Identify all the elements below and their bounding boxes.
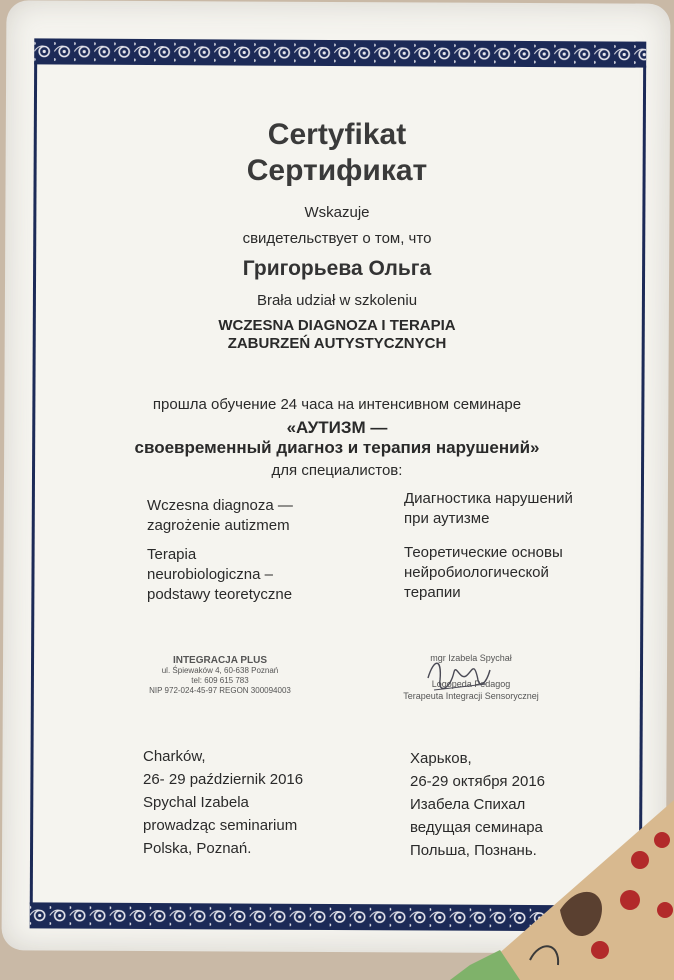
- stamp-phone: tel: 609 615 783: [191, 676, 249, 685]
- topic-line: podstawy teoretyczne: [147, 586, 293, 603]
- topic-line: Terapia: [147, 546, 197, 563]
- topic-line: нейробиологической: [404, 564, 549, 581]
- course-title-line1: WCZESNA DIAGNOZA I TERAPIA: [218, 317, 456, 334]
- text-brala: Brała udział w szkoleniu: [256, 292, 418, 309]
- stamp-address: ul. Śpiewaków 4, 60-638 Poznań: [161, 666, 279, 675]
- bottom-left-line: Spychal Izabela: [143, 794, 249, 811]
- signature-line2: Logopeda Pedagog: [431, 679, 511, 689]
- bottom-right-line: 26-29 октября 2016: [410, 773, 546, 790]
- topic-right-2: [404, 543, 563, 603]
- signature-line1: mgr Izabela Spychał: [430, 653, 512, 663]
- gift-box-corner: [440, 760, 674, 980]
- bottom-right-line: Польша, Познань.: [410, 842, 537, 859]
- signature-line3: Terapeuta Integracji Sensorycznej: [403, 691, 539, 701]
- bottom-left-line: Charków,: [143, 748, 206, 765]
- bottom-right-line: Харьков,: [410, 750, 472, 767]
- decorative-border-top: [34, 38, 646, 67]
- topic-left-2: [147, 545, 292, 605]
- stamp-ids: NIP 972-024-45-97 REGON 300094003: [149, 686, 291, 695]
- bottom-right-line: Изабела Спихал: [410, 796, 526, 813]
- topic-right-1: [404, 489, 573, 529]
- bottom-left-line: prowadząc seminarium: [143, 817, 298, 834]
- border-left: [30, 62, 37, 904]
- stamp-name: INTEGRACJA PLUS: [172, 655, 268, 666]
- topic-left-1: [147, 496, 293, 536]
- topic-line: при аутизме: [404, 510, 490, 527]
- bottom-left-line: 26- 29 październik 2016: [143, 771, 304, 788]
- topic-line: zagrożenie autizmem: [147, 517, 290, 534]
- seminar-title-line2: своевременный диагноз и терапия нарушений»: [134, 438, 540, 457]
- ornament-pattern-top: [34, 38, 646, 67]
- course-title-line2: ZABURZEŃ AUTYSTYCZNYCH: [227, 335, 447, 352]
- bottom-left-block: [143, 746, 303, 861]
- topic-line: neurobiologiczna –: [147, 566, 273, 583]
- topic-line: терапии: [404, 584, 461, 601]
- organization-stamp: [140, 656, 300, 696]
- topic-line: Диагностика нарушений: [404, 490, 573, 507]
- topic-line: Wczesna diagnoza —: [147, 497, 293, 514]
- topic-line: Теоретические основы: [404, 544, 563, 561]
- handwritten-signature: [420, 650, 500, 700]
- title-polish: Certyfikat: [267, 118, 407, 151]
- text-svidetelstvuet: свидетельствует о том, что: [242, 230, 432, 247]
- recipient-name: Григорьева Ольга: [242, 257, 432, 280]
- bottom-left-line: Polska, Poznań.: [143, 840, 252, 857]
- text-for-specialists: для специалистов:: [271, 462, 403, 479]
- seminar-title-line1: «АУТИЗМ —: [286, 418, 388, 437]
- title-russian: Сертификат: [246, 154, 428, 187]
- bottom-right-line: ведущая семинара: [410, 819, 543, 836]
- text-wskazuje: Wskazuje: [304, 204, 370, 221]
- text-proshla: прошла обучение 24 часа на интенсивном семинаре: [152, 396, 522, 413]
